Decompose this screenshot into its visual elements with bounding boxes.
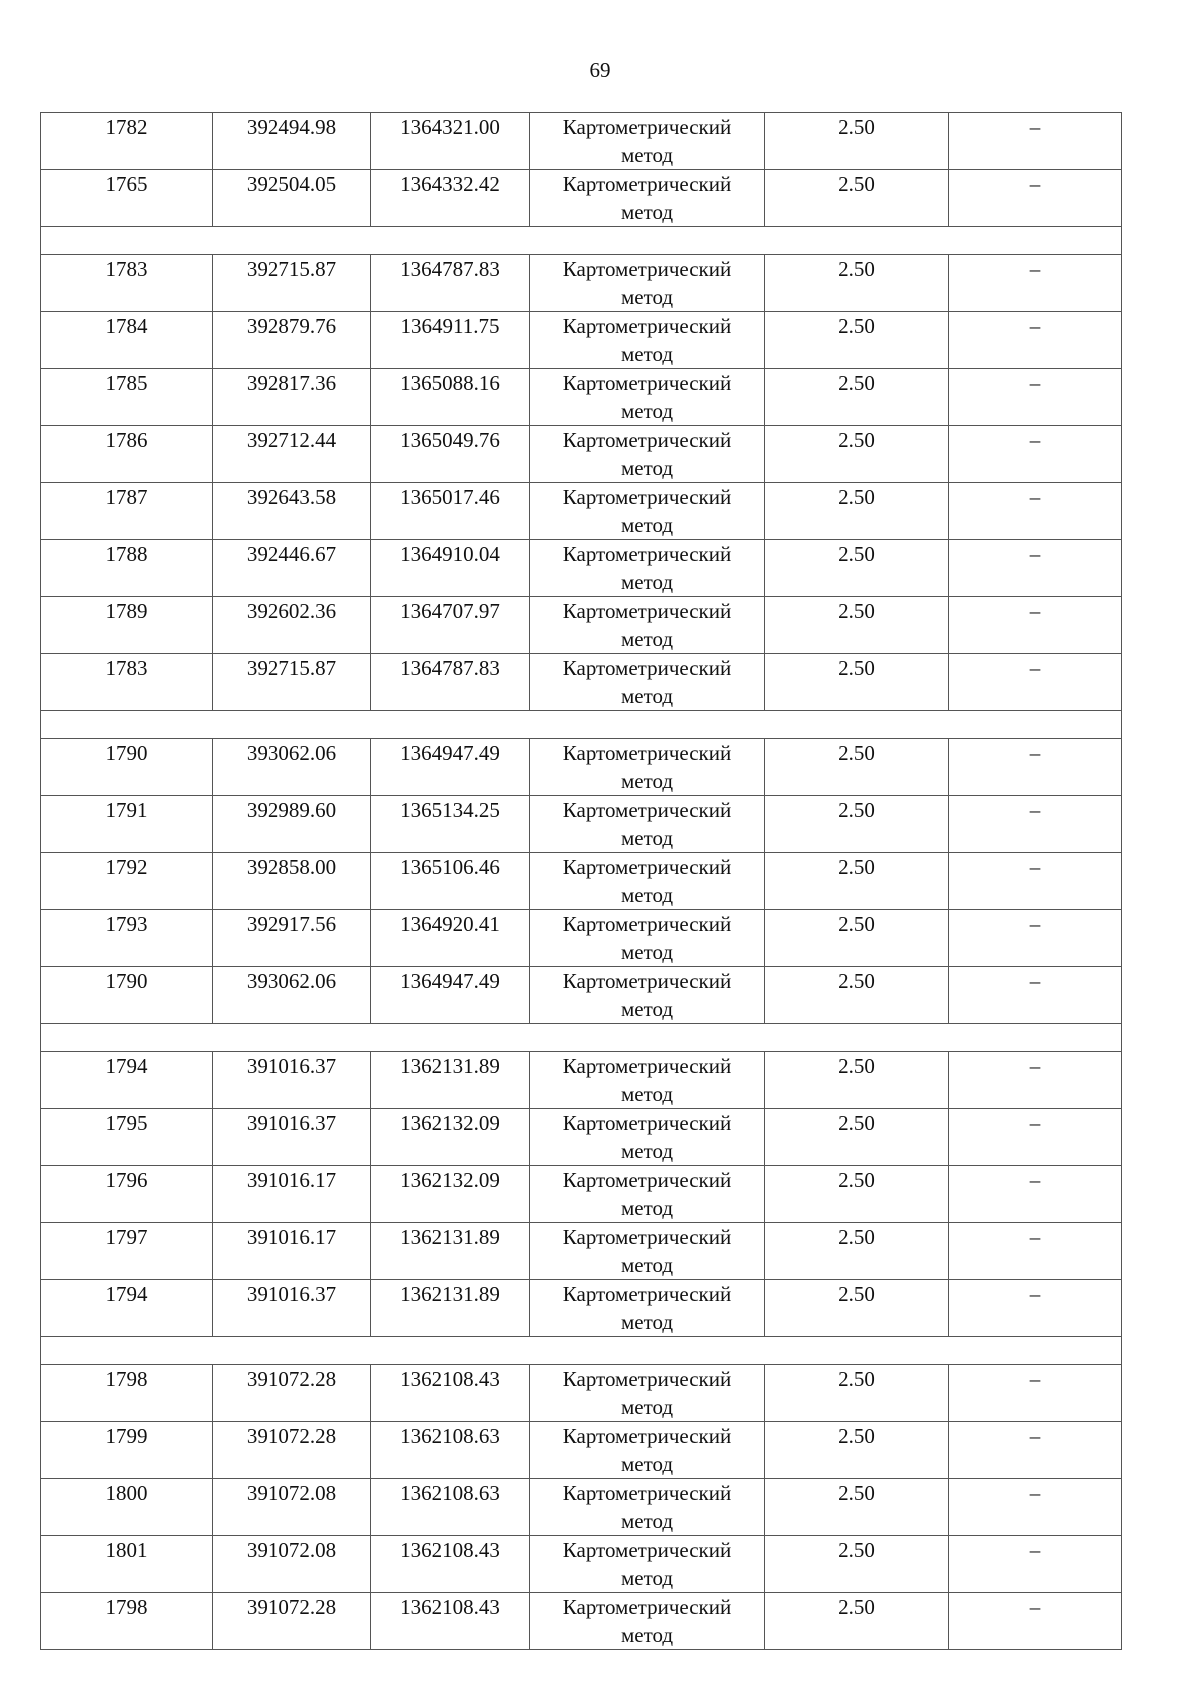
cell-point-number: 1782 xyxy=(41,113,213,170)
cell-point-number: 1785 xyxy=(41,369,213,426)
cell-x-coordinate: 392643.58 xyxy=(213,483,371,540)
cell-point-number: 1801 xyxy=(41,1536,213,1593)
method-line-2: метод xyxy=(620,1452,674,1476)
table-row xyxy=(41,483,1122,540)
method-line-1: Картометрический xyxy=(562,599,732,623)
separator-cell xyxy=(41,1337,1122,1365)
cell-x-coordinate: 392494.98 xyxy=(213,113,371,170)
cell-note: – xyxy=(949,853,1122,910)
cell-note: – xyxy=(949,597,1122,654)
cell-note: – xyxy=(949,369,1122,426)
cell-x-coordinate: 392858.00 xyxy=(213,853,371,910)
method-line-2: метод xyxy=(620,997,674,1021)
method-line-1: Картометрический xyxy=(562,542,732,566)
method-line-1: Картометрический xyxy=(562,1168,732,1192)
cell-x-coordinate: 391072.28 xyxy=(213,1365,371,1422)
method-line-1: Картометрический xyxy=(562,314,732,338)
cell-x-coordinate: 391016.37 xyxy=(213,1109,371,1166)
cell-x-coordinate: 391072.08 xyxy=(213,1536,371,1593)
cell-accuracy: 2.50 xyxy=(765,483,949,540)
cell-y-coordinate: 1362108.63 xyxy=(371,1422,530,1479)
cell-note: – xyxy=(949,1593,1122,1650)
cell-point-number: 1790 xyxy=(41,739,213,796)
cell-note: – xyxy=(949,113,1122,170)
cell-point-number: 1800 xyxy=(41,1479,213,1536)
cell-accuracy: 2.50 xyxy=(765,853,949,910)
cell-accuracy: 2.50 xyxy=(765,796,949,853)
method-line-1: Картометрический xyxy=(562,1367,732,1391)
cell-accuracy: 2.50 xyxy=(765,1536,949,1593)
cell-y-coordinate: 1364787.83 xyxy=(371,654,530,711)
cell-y-coordinate: 1362132.09 xyxy=(371,1109,530,1166)
cell-accuracy: 2.50 xyxy=(765,540,949,597)
cell-x-coordinate: 392504.05 xyxy=(213,170,371,227)
cell-y-coordinate: 1364911.75 xyxy=(371,312,530,369)
method-line-1: Картометрический xyxy=(562,371,732,395)
table-row xyxy=(41,910,1122,967)
table-row xyxy=(41,796,1122,853)
table-row xyxy=(41,1109,1122,1166)
cell-x-coordinate: 392879.76 xyxy=(213,312,371,369)
cell-x-coordinate: 392989.60 xyxy=(213,796,371,853)
method-line-1: Картометрический xyxy=(562,1054,732,1078)
cell-y-coordinate: 1362108.63 xyxy=(371,1479,530,1536)
cell-point-number: 1787 xyxy=(41,483,213,540)
method-line-2: метод xyxy=(620,200,674,224)
cell-method xyxy=(530,1052,765,1109)
cell-note: – xyxy=(949,1109,1122,1166)
cell-y-coordinate: 1364947.49 xyxy=(371,739,530,796)
separator-cell xyxy=(41,227,1122,255)
cell-point-number: 1786 xyxy=(41,426,213,483)
cell-y-coordinate: 1362132.09 xyxy=(371,1166,530,1223)
cell-method xyxy=(530,255,765,312)
cell-accuracy: 2.50 xyxy=(765,312,949,369)
cell-method xyxy=(530,483,765,540)
cell-method xyxy=(530,1479,765,1536)
cell-method xyxy=(530,1223,765,1280)
table-row xyxy=(41,597,1122,654)
table-row xyxy=(41,654,1122,711)
method-line-1: Картометрический xyxy=(562,485,732,509)
method-line-2: метод xyxy=(620,570,674,594)
cell-note: – xyxy=(949,1223,1122,1280)
cell-accuracy: 2.50 xyxy=(765,1593,949,1650)
cell-method xyxy=(530,312,765,369)
cell-y-coordinate: 1364332.42 xyxy=(371,170,530,227)
table-row xyxy=(41,739,1122,796)
cell-accuracy: 2.50 xyxy=(765,170,949,227)
table-row xyxy=(41,426,1122,483)
coordinates-table-body xyxy=(41,113,1122,1650)
method-line-2: метод xyxy=(620,513,674,537)
cell-y-coordinate: 1365049.76 xyxy=(371,426,530,483)
method-line-2: метод xyxy=(620,285,674,309)
separator-row xyxy=(41,711,1122,739)
cell-y-coordinate: 1365134.25 xyxy=(371,796,530,853)
method-line-2: метод xyxy=(620,1395,674,1419)
method-line-1: Картометрический xyxy=(562,1538,732,1562)
table-row xyxy=(41,1166,1122,1223)
cell-point-number: 1799 xyxy=(41,1422,213,1479)
cell-accuracy: 2.50 xyxy=(765,1280,949,1337)
cell-x-coordinate: 391016.17 xyxy=(213,1166,371,1223)
cell-point-number: 1789 xyxy=(41,597,213,654)
cell-accuracy: 2.50 xyxy=(765,967,949,1024)
method-line-2: метод xyxy=(620,456,674,480)
cell-x-coordinate: 391016.37 xyxy=(213,1280,371,1337)
cell-x-coordinate: 393062.06 xyxy=(213,967,371,1024)
cell-accuracy: 2.50 xyxy=(765,1052,949,1109)
cell-note: – xyxy=(949,1052,1122,1109)
cell-method xyxy=(530,1536,765,1593)
cell-y-coordinate: 1364947.49 xyxy=(371,967,530,1024)
method-line-1: Картометрический xyxy=(562,1282,732,1306)
method-line-1: Картометрический xyxy=(562,656,732,680)
cell-method xyxy=(530,597,765,654)
table-row xyxy=(41,1593,1122,1650)
cell-method xyxy=(530,1422,765,1479)
cell-accuracy: 2.50 xyxy=(765,369,949,426)
cell-accuracy: 2.50 xyxy=(765,597,949,654)
cell-x-coordinate: 392602.36 xyxy=(213,597,371,654)
cell-y-coordinate: 1362108.43 xyxy=(371,1593,530,1650)
cell-x-coordinate: 391016.17 xyxy=(213,1223,371,1280)
cell-point-number: 1794 xyxy=(41,1052,213,1109)
cell-method xyxy=(530,654,765,711)
cell-method xyxy=(530,426,765,483)
method-line-1: Картометрический xyxy=(562,798,732,822)
method-line-1: Картометрический xyxy=(562,428,732,452)
method-line-2: метод xyxy=(620,1082,674,1106)
table-row xyxy=(41,1479,1122,1536)
cell-y-coordinate: 1365106.46 xyxy=(371,853,530,910)
method-line-1: Картометрический xyxy=(562,912,732,936)
cell-point-number: 1765 xyxy=(41,170,213,227)
cell-y-coordinate: 1362108.43 xyxy=(371,1536,530,1593)
method-line-1: Картометрический xyxy=(562,172,732,196)
cell-point-number: 1783 xyxy=(41,654,213,711)
method-line-2: метод xyxy=(620,1310,674,1334)
cell-note: – xyxy=(949,654,1122,711)
cell-point-number: 1796 xyxy=(41,1166,213,1223)
cell-note: – xyxy=(949,1479,1122,1536)
method-line-1: Картометрический xyxy=(562,1595,732,1619)
cell-accuracy: 2.50 xyxy=(765,113,949,170)
cell-point-number: 1783 xyxy=(41,255,213,312)
cell-method xyxy=(530,1109,765,1166)
cell-x-coordinate: 392715.87 xyxy=(213,654,371,711)
cell-note: – xyxy=(949,967,1122,1024)
cell-method xyxy=(530,967,765,1024)
cell-method xyxy=(530,796,765,853)
cell-point-number: 1788 xyxy=(41,540,213,597)
table-row xyxy=(41,312,1122,369)
method-line-1: Картометрический xyxy=(562,1424,732,1448)
method-line-2: метод xyxy=(620,627,674,651)
cell-note: – xyxy=(949,426,1122,483)
method-line-1: Картометрический xyxy=(562,1481,732,1505)
cell-y-coordinate: 1364787.83 xyxy=(371,255,530,312)
cell-point-number: 1794 xyxy=(41,1280,213,1337)
separator-cell xyxy=(41,1024,1122,1052)
cell-accuracy: 2.50 xyxy=(765,1223,949,1280)
method-line-2: метод xyxy=(620,769,674,793)
cell-y-coordinate: 1365017.46 xyxy=(371,483,530,540)
method-line-1: Картометрический xyxy=(562,1111,732,1135)
cell-point-number: 1797 xyxy=(41,1223,213,1280)
method-line-2: метод xyxy=(620,399,674,423)
cell-point-number: 1798 xyxy=(41,1593,213,1650)
table-row xyxy=(41,1365,1122,1422)
cell-y-coordinate: 1364321.00 xyxy=(371,113,530,170)
method-line-2: метод xyxy=(620,143,674,167)
cell-y-coordinate: 1362131.89 xyxy=(371,1280,530,1337)
method-line-2: метод xyxy=(620,826,674,850)
cell-accuracy: 2.50 xyxy=(765,1479,949,1536)
cell-method xyxy=(530,1593,765,1650)
cell-accuracy: 2.50 xyxy=(765,426,949,483)
cell-point-number: 1798 xyxy=(41,1365,213,1422)
method-line-2: метод xyxy=(620,1196,674,1220)
cell-note: – xyxy=(949,170,1122,227)
cell-y-coordinate: 1364707.97 xyxy=(371,597,530,654)
method-line-2: метод xyxy=(620,883,674,907)
cell-note: – xyxy=(949,739,1122,796)
cell-point-number: 1795 xyxy=(41,1109,213,1166)
cell-x-coordinate: 391072.08 xyxy=(213,1479,371,1536)
cell-x-coordinate: 391072.28 xyxy=(213,1422,371,1479)
method-line-1: Картометрический xyxy=(562,115,732,139)
cell-method xyxy=(530,853,765,910)
cell-method xyxy=(530,113,765,170)
coordinates-table xyxy=(40,112,1122,1650)
cell-accuracy: 2.50 xyxy=(765,1109,949,1166)
cell-note: – xyxy=(949,1536,1122,1593)
method-line-2: метод xyxy=(620,684,674,708)
cell-method xyxy=(530,540,765,597)
cell-method xyxy=(530,1365,765,1422)
cell-note: – xyxy=(949,255,1122,312)
cell-note: – xyxy=(949,1365,1122,1422)
method-line-2: метод xyxy=(620,1139,674,1163)
method-line-2: метод xyxy=(620,1509,674,1533)
method-line-2: метод xyxy=(620,940,674,964)
separator-row xyxy=(41,1337,1122,1365)
cell-x-coordinate: 392917.56 xyxy=(213,910,371,967)
method-line-2: метод xyxy=(620,1566,674,1590)
table-row xyxy=(41,170,1122,227)
separator-row xyxy=(41,1024,1122,1052)
cell-x-coordinate: 392715.87 xyxy=(213,255,371,312)
cell-y-coordinate: 1364920.41 xyxy=(371,910,530,967)
cell-accuracy: 2.50 xyxy=(765,1166,949,1223)
cell-point-number: 1784 xyxy=(41,312,213,369)
cell-note: – xyxy=(949,312,1122,369)
cell-x-coordinate: 391016.37 xyxy=(213,1052,371,1109)
cell-x-coordinate: 392712.44 xyxy=(213,426,371,483)
page-number: 69 xyxy=(589,58,611,82)
cell-y-coordinate: 1365088.16 xyxy=(371,369,530,426)
table-row xyxy=(41,113,1122,170)
separator-cell xyxy=(41,711,1122,739)
table-row xyxy=(41,967,1122,1024)
table-row xyxy=(41,540,1122,597)
cell-point-number: 1793 xyxy=(41,910,213,967)
table-row xyxy=(41,1052,1122,1109)
cell-accuracy: 2.50 xyxy=(765,654,949,711)
cell-point-number: 1791 xyxy=(41,796,213,853)
cell-method xyxy=(530,1280,765,1337)
separator-row xyxy=(41,227,1122,255)
cell-x-coordinate: 392817.36 xyxy=(213,369,371,426)
cell-note: – xyxy=(949,540,1122,597)
cell-accuracy: 2.50 xyxy=(765,1422,949,1479)
cell-y-coordinate: 1362131.89 xyxy=(371,1052,530,1109)
table-row xyxy=(41,1422,1122,1479)
method-line-2: метод xyxy=(620,1253,674,1277)
cell-note: – xyxy=(949,483,1122,540)
method-line-1: Картометрический xyxy=(562,741,732,765)
cell-accuracy: 2.50 xyxy=(765,739,949,796)
method-line-1: Картометрический xyxy=(562,1225,732,1249)
cell-y-coordinate: 1362131.89 xyxy=(371,1223,530,1280)
cell-method xyxy=(530,1166,765,1223)
cell-x-coordinate: 392446.67 xyxy=(213,540,371,597)
table-row xyxy=(41,1536,1122,1593)
cell-method xyxy=(530,739,765,796)
method-line-2: метод xyxy=(620,342,674,366)
method-line-1: Картометрический xyxy=(562,257,732,281)
cell-method xyxy=(530,910,765,967)
cell-point-number: 1790 xyxy=(41,967,213,1024)
method-line-1: Картометрический xyxy=(562,855,732,879)
cell-x-coordinate: 391072.28 xyxy=(213,1593,371,1650)
cell-accuracy: 2.50 xyxy=(765,255,949,312)
table-row xyxy=(41,1280,1122,1337)
cell-y-coordinate: 1362108.43 xyxy=(371,1365,530,1422)
cell-point-number: 1792 xyxy=(41,853,213,910)
cell-note: – xyxy=(949,910,1122,967)
cell-accuracy: 2.50 xyxy=(765,1365,949,1422)
method-line-2: метод xyxy=(620,1623,674,1647)
cell-note: – xyxy=(949,1422,1122,1479)
table-row xyxy=(41,1223,1122,1280)
cell-method xyxy=(530,170,765,227)
cell-method xyxy=(530,369,765,426)
cell-note: – xyxy=(949,1280,1122,1337)
method-line-1: Картометрический xyxy=(562,969,732,993)
cell-note: – xyxy=(949,796,1122,853)
cell-accuracy: 2.50 xyxy=(765,910,949,967)
table-row xyxy=(41,255,1122,312)
cell-y-coordinate: 1364910.04 xyxy=(371,540,530,597)
cell-note: – xyxy=(949,1166,1122,1223)
table-row xyxy=(41,369,1122,426)
table-row xyxy=(41,853,1122,910)
cell-x-coordinate: 393062.06 xyxy=(213,739,371,796)
